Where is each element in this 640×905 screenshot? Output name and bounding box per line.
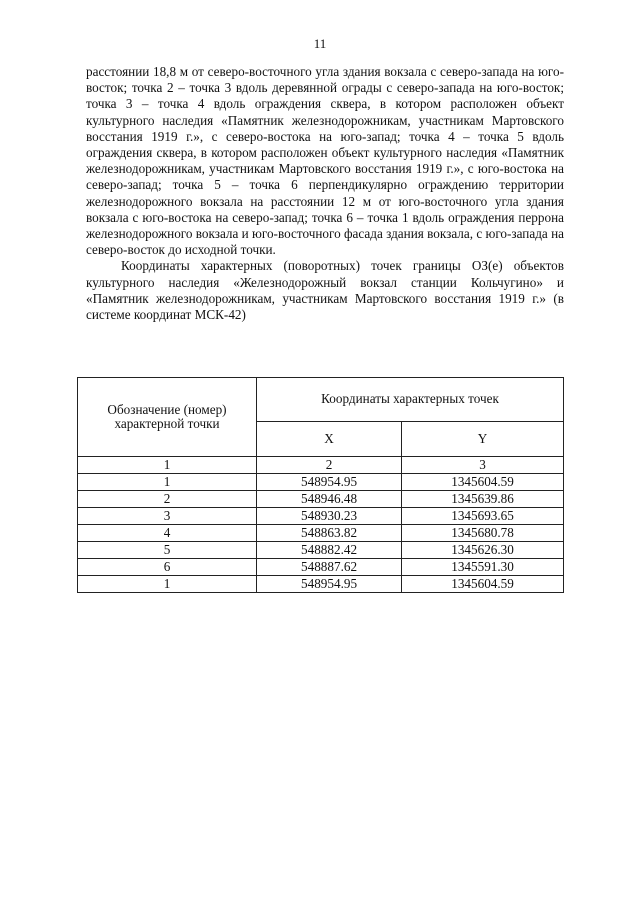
point-number-cell: 4 (78, 525, 257, 542)
x-cell: 548946.48 (257, 491, 402, 508)
table-row (78, 576, 564, 593)
document-body (86, 64, 564, 323)
table-row (78, 525, 564, 542)
table-row (78, 474, 564, 491)
table-row (78, 508, 564, 525)
table-row (78, 542, 564, 559)
y-cell: 1345626.30 (402, 542, 564, 559)
point-number-cell: 1 (78, 576, 257, 593)
point-number-cell: 1 (78, 474, 257, 491)
x-cell: 548882.42 (257, 542, 402, 559)
paragraph-boundary-description: расстоянии 18,8 м от северо-восточного угла здания вокзала с северо-запада на юго-восток; точка 2 – точка 3 вдоль деревянной ограды с северо-запада на юго-восток; точка 3 – точка 4 вдоль ограждения сквера, в котором расположен объект культурного наследия «Памятник железнодорожникам, участникам Мартовского восстания 1919 г.», с северо-востока на юго-запад; точка 4 – точка 5 вдоль ограждения сквера, в котором расположен объект культурного наследия «Памятник железнодорожникам, участникам Мартовского восстания 1919 г.», с юго-востока на северо-запад; точка 5 – точка 6 перпендикулярно ограждению территории железнодорожного вокзала на расстоянии 12 м от юго-восточного угла здания вокзала с юго-востока на северо-запад; точка 6 – точка 1 вдоль ограждения перрона железнодорожного вокзала и юго-восточного фасада здания вокзала, с юго-запада на северо-восток до исходной точки. (86, 64, 564, 258)
y-cell: 1345680.78 (402, 525, 564, 542)
column-number: 2 (257, 457, 402, 474)
y-cell: 1345604.59 (402, 474, 564, 491)
x-cell: 548954.95 (257, 474, 402, 491)
page-number: 11 (313, 36, 327, 51)
table-row (78, 559, 564, 576)
point-number-cell: 5 (78, 542, 257, 559)
y-cell: 1345639.86 (402, 491, 564, 508)
table-row (78, 491, 564, 508)
header-x: X (257, 421, 402, 456)
y-cell: 1345693.65 (402, 508, 564, 525)
column-number-row (78, 457, 564, 474)
y-cell: 1345591.30 (402, 559, 564, 576)
point-number-cell: 2 (78, 491, 257, 508)
column-number: 1 (78, 457, 257, 474)
paragraph-coordinates-intro: Координаты характерных (поворотных) точек границы ОЗ(е) объектов культурного наследия «Железнодорожный вокзал станции Кольчугино» и «Памятник железнодорожникам, участникам Мартовского восстания 1919 г.» (в системе координат МСК-42) (86, 258, 564, 323)
x-cell: 548930.23 (257, 508, 402, 525)
header-coordinates: Координаты характерных точек (257, 378, 564, 422)
x-cell: 548863.82 (257, 525, 402, 542)
column-number: 3 (402, 457, 564, 474)
header-point-label: Обозначение (номер) характерной точки (78, 378, 257, 457)
x-cell: 548887.62 (257, 559, 402, 576)
coordinates-table (77, 377, 564, 593)
y-cell: 1345604.59 (402, 576, 564, 593)
point-number-cell: 3 (78, 508, 257, 525)
point-number-cell: 6 (78, 559, 257, 576)
x-cell: 548954.95 (257, 576, 402, 593)
header-y: Y (402, 421, 564, 456)
